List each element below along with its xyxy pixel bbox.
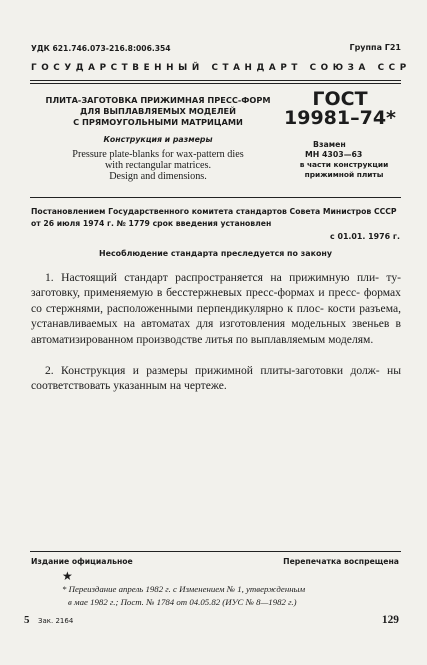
russian-title [36,95,280,128]
gost-number: 19981–74* [284,107,396,129]
header-rule [30,80,401,81]
paragraph-2-line: ны соответствовать указанным на чертеже. [31,364,401,393]
decree-line: Постановлением Государственного комитета стандартов Совета Министров СССР [31,207,397,216]
group-code: Группа Г21 [349,43,401,52]
english-title [36,149,280,182]
standard-heading: ГОСУДАРСТВЕННЫЙ СТАНДАРТ СОЮЗА ССР [31,63,411,73]
gost-label: ГОСТ [312,88,368,110]
english-title-line: Design and dimensions. [109,171,207,182]
page-number: 129 [381,614,399,626]
paragraph-1 [31,270,401,347]
order-number: Зак. 2164 [38,617,74,625]
russian-title-line: ПЛИТА-ЗАГОТОВКА ПРИЖИМНАЯ ПРЕСС-ФОРМ [45,95,271,105]
replaces-reference: МН 4303—63 [305,150,363,159]
reprint-note [62,583,305,608]
paragraph-1-line: кости разъема, устанавливаемых на автоматах для изготовления [31,301,401,331]
replaces-label: Взамен [313,140,346,149]
star-mark: ★ [62,569,73,583]
reprint-note-line: * Переиздание апрель 1982 г. с Изменением № 1, утвержденным [62,584,306,594]
header-rule-thin [30,83,401,84]
effective-date: с 01.01. 1976 г. [330,232,400,241]
footer-rule [30,551,401,552]
paragraph-1-line: ту-заготовку, применяемую в бесстержневых пресс-формах и пресс- [31,271,401,300]
reprint-note-line: в мае 1982 г.; Пост. № 1784 от 04.05.82 (ИУС № 8—1982 г.) [68,596,297,607]
paragraph-2 [31,363,401,394]
russian-title-line: ДЛЯ ВЫПЛАВЛЯЕМЫХ МОДЕЛЕЙ [80,106,236,116]
decree-text [31,206,397,230]
russian-subtitle: Конструкция и размеры [103,135,213,144]
english-title-line: with rectangular matrices. [104,160,212,171]
replaces-note-line: в части конструкции [299,160,389,169]
replaces-note-line: прижимной плиты [304,170,384,179]
sheet-mark: 5 [24,614,30,626]
paragraph-1-line: формах со стержнями, расположенными перпендикулярно к плос- [31,286,401,315]
law-warning: Несоблюдение стандарта преследуется по закону [99,249,332,258]
english-title-line: Pressure plate-blanks for wax-pattern dies [72,149,244,160]
paragraph-1-line: 1. Настоящий стандарт распространяется на прижимную пли- [45,271,380,284]
paragraph-1-line: выплавляемым моделям. [250,332,374,346]
udk-code: УДК 621.746.073-216.8:006.354 [31,44,171,53]
decree-line: от 26 июля 1974 г. № 1779 срок введения установлен [31,219,272,228]
replaces-note [289,160,399,180]
official-edition: Издание официальное [31,557,133,566]
reprint-prohibited: Перепечатка воспрещена [283,557,399,566]
title-rule [30,197,401,198]
paragraph-1-line: модельных звеньев в автоматизированном производстве литья по [31,317,401,346]
paragraph-2-line: 2. Конструкция и размеры прижимной плиты-заготовки долж- [45,364,380,377]
russian-title-line: С ПРЯМОУГОЛЬНЫМИ МАТРИЦАМИ [73,117,243,127]
